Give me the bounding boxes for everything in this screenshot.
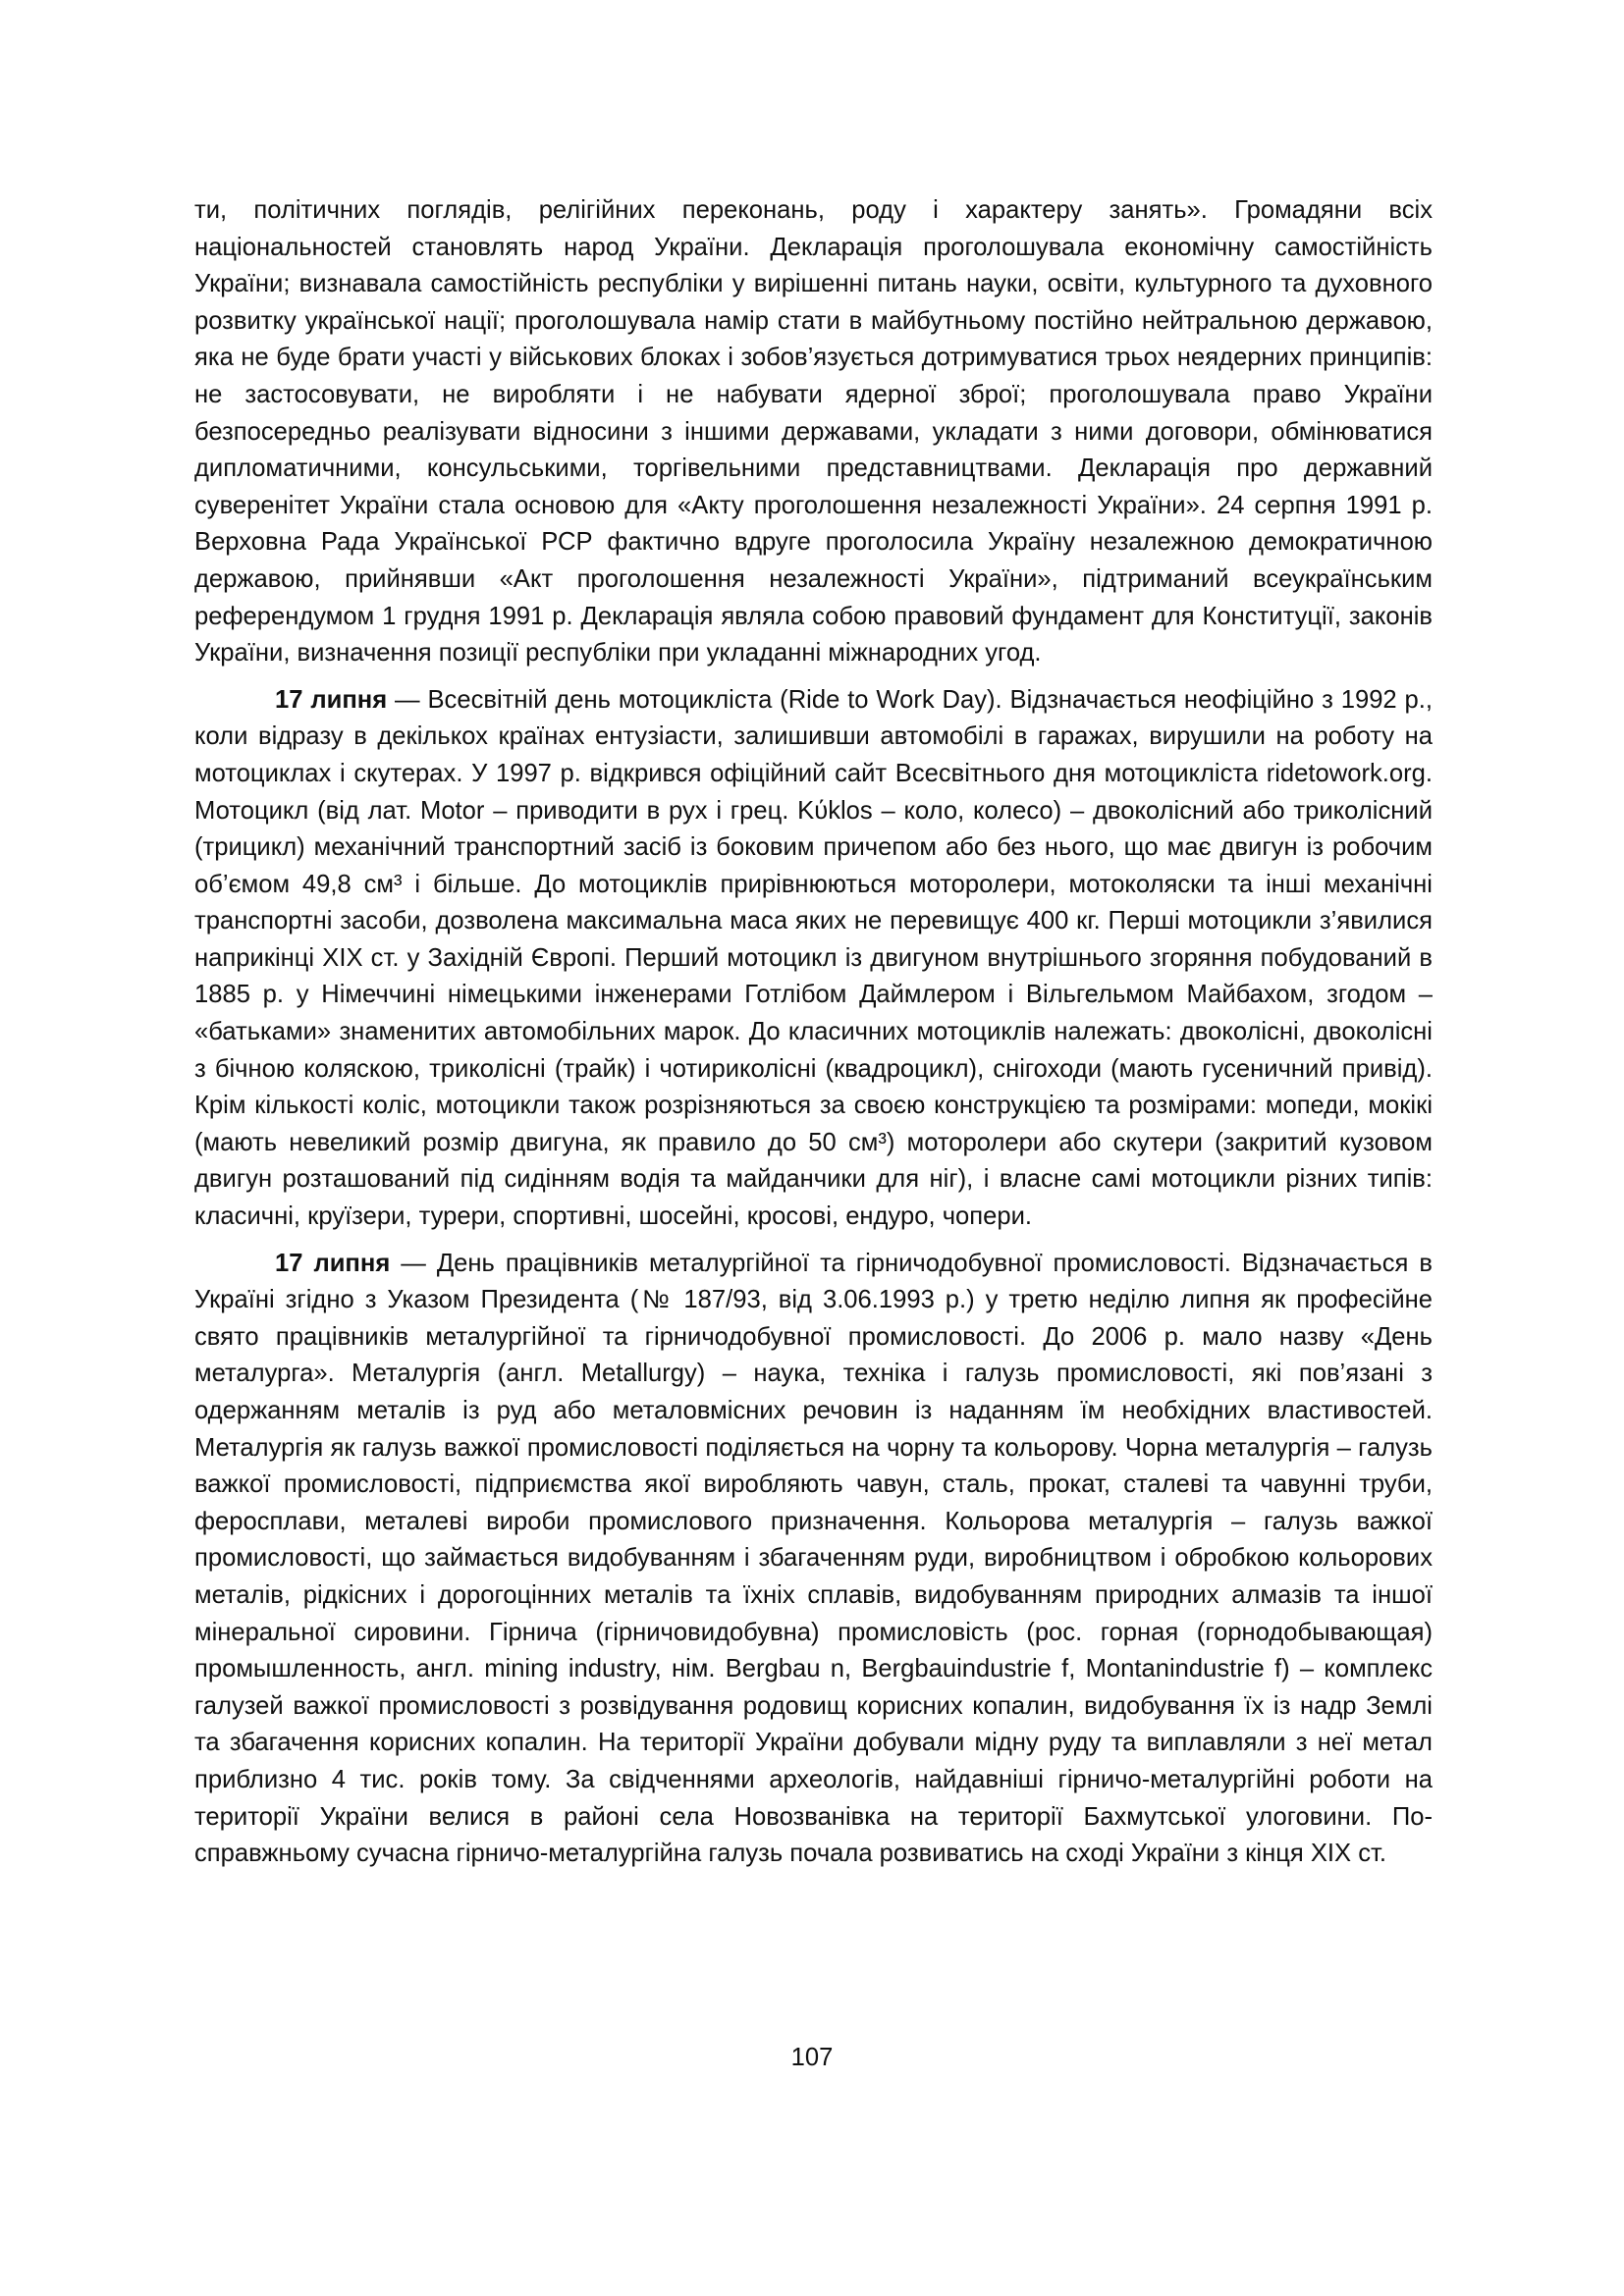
paragraph-date: 17 липня [275,1249,391,1277]
paragraph-text: ти, політичних поглядів, релігійних переконань, роду і характеру занять». Громадяни всіх національностей становлять народ України. Декларація проголошувала економічну самостійність України; визнавала самостійність республіки у вирішенні питань науки, освіти, культурного та духовного розвитку української нації; проголошувала намір стати в майбутньому постійно нейтральною державою, яка не буде брати участі у військових блоках і зобов’язується дотримуватися трьох неядерних принципів: не застосовувати, не виробляти і не набувати ядерної зброї; проголошувала право України безпосередньо реалізувати відносини з іншими державами, укладати з ними договори, обмінюватися дипломатичними, консульськими, торгівельними представництвами. Декларація про державний суверенітет України стала основою для «Акту проголошення незалежності України». 24 серпня 1991 р. Верховна Рада Української РСР фактично вдруге проголосила Україну незалежною демократичною державою, прийнявши «Акт проголошення незалежності України», підтриманий всеукраїнським референдумом 1 грудня 1991 р. Декларація являла собою правовий фундамент для Конституції, законів України, визначення позиції республіки при укладанні міжнародних угод. [194,196,1433,667]
paragraph-motorcyclist-day [194,682,1433,1236]
paragraph-text: — День працівників металургійної та гірничодобувної промисловості. Відзначається в Україні згідно з Указом Президента (№ 187/93, від 3.06.1993 р.) у третю неділю липня як професійне свято працівників металургійної та гірничодобувної промисловості. До 2006 р. мало назву «День металурга». Металургія (англ. Metallurgy) – наука, техніка і галузь промисловості, які пов’язані з одержанням металів із руд або металовмісних речовин із наданням їм необхідних властивостей. Металургія як галузь важкої промисловості поділяється на чорну та кольорову. Чорна металургія – галузь важкої промисловості, підприємства якої виробляють чавун, сталь, прокат, сталеві та чавунні труби, феросплави, металеві вироби промислового призначення. Кольорова металургія – галузь важкої промисловості, що займається видобуванням і збагаченням руди, виробництвом і обробкою кольорових металів, рідкісних і дорогоцінних металів та їхніх сплавів, видобуванням природних алмазів та іншої мінеральної сировини. Гірнича (гірничовидобувна) промисловість (рос. горная (горнодобывающая) промышленность, англ. mining industry, нім. Bergbau n, Bergbauindustrie f, Montanindustrie f) – комплекс галузей важкої промисловості з розвідування родовищ корисних копалин, видобування їх із надр Землі та збагачення корисних копалин. На території України добували мідну руду та виплавляли з неї метал приблизно 4 тис. років тому. За свідченнями археологів, найдавніші гірничо-металургійні роботи на території України велися в районі села Новозванівка на території Бахмутської улоговини. По-справжньому сучасна гірничо-металургійна галузь почала розвиватись на сході України з кінця XIX ст. [194,1249,1433,1868]
paragraph-metallurgy-day [194,1246,1433,1873]
paragraph-text: — Всесвітній день мотоцикліста (Ride to Work Day). Відзначається неофіційно з 1992 р., коли відразу в декількох країнах ентузіасти, залишивши автомобілі в гаражах, вирушили на роботу на мотоциклах і скутерах. У 1997 р. відкрився офіційний сайт Всесвітнього дня мотоцикліста ridetowork.org. Мотоцикл (від лат. Motor – приводити в рух і грец. Κύklos – коло, колесо) – двоколісний або триколісний (трицикл) механічний транспортний засіб із боковим причепом або без нього, що має двигун із робочим об’ємом 49,8 см³ і більше. До мотоциклів прирівнюються моторолери, мотоколяски та інші механічні транспортні засоби, дозволена максимальна маса яких не перевищує 400 кг. Перші мотоцикли з’явилися наприкінці XIX ст. у Західній Європі. Перший мотоцикл із двигуном внутрішнього згоряння побудований в 1885 р. у Німеччині німецькими інженерами Готлібом Даймлером і Вільгельмом Майбахом, згодом – «батьками» знаменитих автомобільних марок. До класичних мотоциклів належать: двоколісні, двоколісні з бічною коляскою, триколісні (трайк) і чотириколісні (квадроцикл), снігоходи (мають гусеничний привід). Крім кількості коліс, мотоцикли також розрізняються за своєю конструкцією та розмірами: мопеди, мокікі (мають невеликий розмір двигуна, як правило до 50 см³) моторолери або скутери (закритий кузовом двигун розташований під сидінням водія та майданчики для ніг), і власне самі мотоцикли різних типів: класичні, круїзери, турери, спортивні, шосейні, кросові, ендуро, чопери. [194,685,1433,1231]
page-number: 107 [790,2044,834,2071]
paragraph-date: 17 липня [275,685,388,714]
page-body [194,192,1433,1883]
paragraph-declaration-continued [194,192,1433,672]
